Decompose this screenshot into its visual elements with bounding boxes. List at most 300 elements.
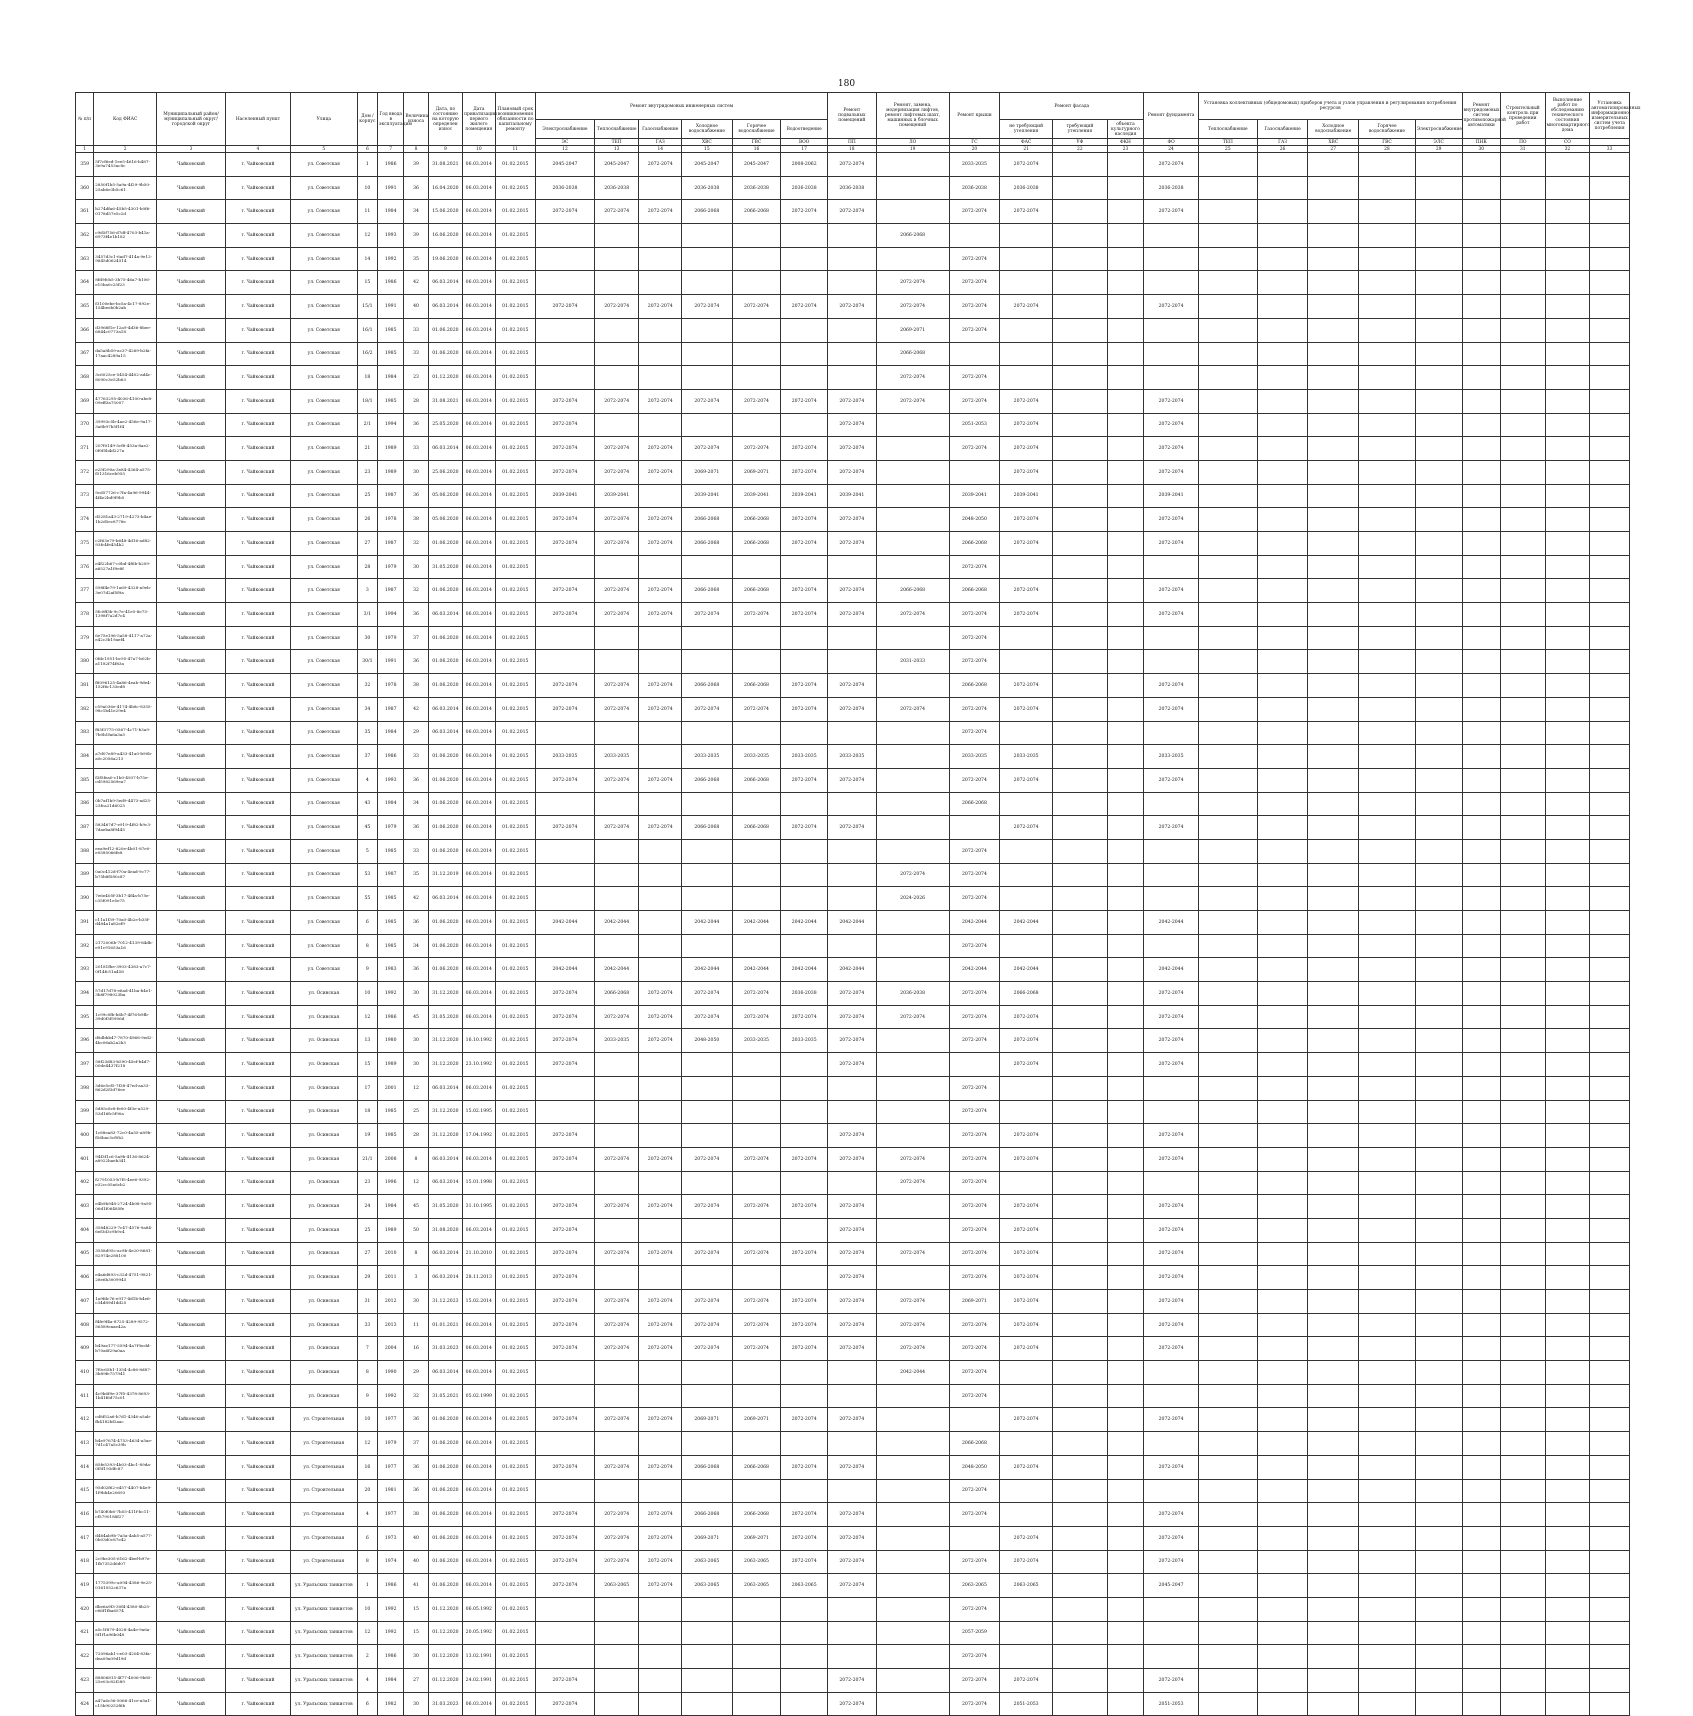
repair-period [1257, 342, 1308, 366]
repair-period [1308, 318, 1359, 342]
year-built: 1979 [378, 816, 404, 840]
repair-period [1107, 1621, 1143, 1645]
repair-period [1052, 1147, 1107, 1171]
repair-period [1308, 271, 1359, 295]
fias-code: c2f63e79-b648-4d16-ad82-93fc4fe454b2 [94, 532, 157, 556]
planned-deadline: 01.02.2015 [495, 1005, 536, 1029]
privatization-date: 06.03.2014 [463, 816, 495, 840]
wear-value: 33 [404, 318, 428, 342]
repair-period [732, 224, 781, 248]
street: ул. Советская [290, 224, 357, 248]
repair-period [781, 1384, 828, 1408]
row-number: 398 [76, 1076, 94, 1100]
repair-period [1462, 1526, 1501, 1550]
district: Чайковский [157, 1455, 226, 1479]
street: ул. Советская [290, 745, 357, 769]
code-cell: ПО [1501, 139, 1546, 146]
locality: г. Чайковский [226, 792, 291, 816]
house-number: 31 [357, 1290, 377, 1314]
repair-period: 2072-2074 [876, 295, 949, 319]
column-number: 15 [682, 146, 733, 153]
repair-period [1590, 1455, 1630, 1479]
column-number: 2 [94, 146, 157, 153]
planned-deadline: 01.02.2015 [495, 1597, 536, 1621]
repair-period: 2072-2074 [1144, 389, 1199, 413]
repair-period [1462, 1171, 1501, 1195]
col-facade-need-header: не требующий утепления [1000, 120, 1053, 139]
locality: г. Чайковский [226, 674, 291, 698]
fias-code: e4a6d893-c32d-4751-9821-28e6b3009945 [94, 1266, 157, 1290]
year-built: 1989 [378, 437, 404, 461]
repair-period: 2072-2074 [876, 1242, 949, 1266]
repair-period [1107, 911, 1143, 935]
repair-period [1359, 247, 1416, 271]
repair-period [1308, 1076, 1359, 1100]
repair-period: 2072-2074 [1000, 1550, 1053, 1574]
privatization-date: 06.03.2014 [463, 295, 495, 319]
repair-period [1501, 816, 1546, 840]
table-row [76, 1621, 1630, 1645]
repair-period: 2072-2074 [949, 1266, 1000, 1290]
repair-period [1462, 1621, 1501, 1645]
fias-code: b274dfa6-45b5-4301-b0f6-0178d57e5c2d [94, 200, 157, 224]
repair-period: 2072-2074 [639, 1455, 682, 1479]
state-date: 31.12.2020 [428, 1100, 462, 1124]
repair-period [1359, 1242, 1416, 1266]
year-built: 1987 [378, 697, 404, 721]
repair-period [594, 650, 639, 674]
state-date: 06.03.2014 [428, 1242, 462, 1266]
repair-period [1144, 887, 1199, 911]
repair-period [1501, 958, 1546, 982]
repair-period: 2036-2038 [1144, 176, 1199, 200]
street: ул. Строительная [290, 1455, 357, 1479]
district: Чайковский [157, 200, 226, 224]
street: ул. Советская [290, 768, 357, 792]
district: Чайковский [157, 366, 226, 390]
repair-period [1462, 295, 1501, 319]
house-number: 6 [357, 911, 377, 935]
repair-period [1257, 1029, 1308, 1053]
repair-period: 2042-2044 [732, 911, 781, 935]
repair-period: 2072-2074 [1144, 674, 1199, 698]
repair-period [1308, 911, 1359, 935]
repair-period: 2072-2074 [536, 1147, 595, 1171]
repair-period [1462, 958, 1501, 982]
street: ул. Осинская [290, 1361, 357, 1385]
repair-period: 2072-2074 [1144, 200, 1199, 224]
repair-period [1415, 579, 1462, 603]
table-row [76, 1550, 1630, 1574]
repair-period [1052, 1432, 1107, 1456]
planned-deadline: 01.02.2015 [495, 532, 536, 556]
repair-period: 2072-2074 [536, 603, 595, 627]
repair-period [1462, 555, 1501, 579]
fias-code: 583467d7-e919-4f82-b9c3-7daeba8f9445 [94, 816, 157, 840]
locality: г. Чайковский [226, 342, 291, 366]
wear-value: 12 [404, 1171, 428, 1195]
repair-period [1501, 1290, 1546, 1314]
street: ул. Осинская [290, 1313, 357, 1337]
repair-period [1462, 508, 1501, 532]
district: Чайковский [157, 626, 226, 650]
district: Чайковский [157, 603, 226, 627]
repair-period [1052, 1550, 1107, 1574]
repair-period: 2072-2074 [1000, 389, 1053, 413]
repair-period: 2072-2074 [682, 1005, 733, 1029]
fias-code: 3c6025ce-5454-4402-ad4c-8090c3e52b63 [94, 366, 157, 390]
repair-period [1198, 555, 1257, 579]
repair-period [1462, 389, 1501, 413]
repair-period: 2072-2074 [594, 1147, 639, 1171]
privatization-date: 06.03.2014 [463, 626, 495, 650]
repair-period [1462, 1147, 1501, 1171]
street: ул. Советская [290, 437, 357, 461]
planned-deadline: 01.02.2015 [495, 295, 536, 319]
district: Чайковский [157, 1029, 226, 1053]
repair-period: 2072-2074 [1000, 153, 1053, 177]
planned-deadline: 01.02.2015 [495, 839, 536, 863]
repair-period [732, 1432, 781, 1456]
repair-period: 2072-2074 [949, 1361, 1000, 1385]
repair-period [682, 1645, 733, 1669]
repair-period [1308, 153, 1359, 177]
district: Чайковский [157, 532, 226, 556]
repair-period [639, 1100, 682, 1124]
repair-period [781, 863, 828, 887]
repair-period [639, 176, 682, 200]
repair-period [594, 839, 639, 863]
repair-period [1545, 768, 1590, 792]
repair-period [639, 224, 682, 248]
repair-period: 2072-2074 [828, 982, 877, 1006]
street: ул. Осинская [290, 1384, 357, 1408]
house-number: 6 [357, 1526, 377, 1550]
repair-period [536, 721, 595, 745]
planned-deadline: 01.02.2015 [495, 484, 536, 508]
repair-period [1000, 1076, 1053, 1100]
repair-period: 2063-2065 [594, 1574, 639, 1598]
repair-period [639, 342, 682, 366]
repair-period: 2072-2074 [828, 1218, 877, 1242]
repair-period [1545, 389, 1590, 413]
locality: г. Чайковский [226, 982, 291, 1006]
repair-period [536, 626, 595, 650]
repair-period: 2072-2074 [828, 1692, 877, 1716]
repair-period [1257, 887, 1308, 911]
repair-period [1590, 816, 1630, 840]
code-cell: ЭЛС [1415, 139, 1462, 146]
repair-period [1501, 1621, 1546, 1645]
table-row [76, 1147, 1630, 1171]
repair-period [594, 934, 639, 958]
row-number: 404 [76, 1218, 94, 1242]
repair-period [1257, 911, 1308, 935]
repair-period: 2066-2068 [682, 1503, 733, 1527]
repair-period [1107, 508, 1143, 532]
repair-period [1257, 366, 1308, 390]
repair-period [828, 792, 877, 816]
repair-period [1198, 650, 1257, 674]
repair-period: 2033-2035 [949, 153, 1000, 177]
repair-period: 2072-2074 [594, 579, 639, 603]
repair-period: 2072-2074 [682, 1195, 733, 1219]
repair-period: 2072-2074 [828, 508, 877, 532]
repair-period [1415, 224, 1462, 248]
repair-period [1308, 650, 1359, 674]
repair-period [1501, 153, 1546, 177]
street: ул. Советская [290, 200, 357, 224]
house-number: 10 [357, 982, 377, 1006]
table-row [76, 839, 1630, 863]
privatization-date: 06.03.2014 [463, 1479, 495, 1503]
repair-period [1501, 484, 1546, 508]
state-date: 31.12.2020 [428, 982, 462, 1006]
internal-systems-group-header: Ремонт внутридомовых инженерных систем [536, 93, 828, 120]
locality: г. Чайковский [226, 1195, 291, 1219]
privatization-date: 06.03.2014 [463, 318, 495, 342]
repair-period [1107, 1266, 1143, 1290]
repair-period: 2072-2074 [732, 1005, 781, 1029]
column-number: 30 [1462, 146, 1501, 153]
repair-period [1415, 1337, 1462, 1361]
repair-period [1107, 1313, 1143, 1337]
district: Чайковский [157, 650, 226, 674]
repair-period [1107, 958, 1143, 982]
repair-period [1462, 1290, 1501, 1314]
repair-period [1257, 1290, 1308, 1314]
repair-period [1107, 579, 1143, 603]
repair-period [1359, 1171, 1416, 1195]
table-row [76, 1100, 1630, 1124]
repair-period: 2072-2074 [781, 200, 828, 224]
table-row [76, 768, 1630, 792]
repair-period: 2072-2074 [876, 366, 949, 390]
repair-period [1107, 176, 1143, 200]
repair-period [1052, 1455, 1107, 1479]
repair-period [1590, 460, 1630, 484]
planned-deadline: 01.02.2015 [495, 1337, 536, 1361]
repair-period [1359, 1384, 1416, 1408]
repair-period [1144, 1597, 1199, 1621]
repair-period [1590, 1550, 1630, 1574]
repair-period [1359, 721, 1416, 745]
street: ул. Осинская [290, 1337, 357, 1361]
table-row [76, 1005, 1630, 1029]
fias-code: 58f23d83-b590-45ef-b4d7-00de4437f218 [94, 1053, 157, 1077]
year-built: 1986 [378, 1574, 404, 1598]
planned-deadline: 01.02.2015 [495, 342, 536, 366]
repair-period [1000, 1361, 1053, 1385]
year-built: 1996 [378, 1171, 404, 1195]
repair-period: 2033-2035 [1000, 745, 1053, 769]
state-date: 31.12.2020 [428, 1029, 462, 1053]
repair-period [1462, 1479, 1501, 1503]
repair-period: 2072-2074 [1144, 1313, 1199, 1337]
state-date: 31.12.2020 [428, 1053, 462, 1077]
planned-deadline: 01.02.2015 [495, 650, 536, 674]
repair-period [1198, 1597, 1257, 1621]
table-row [76, 153, 1630, 177]
repair-period [732, 1479, 781, 1503]
repair-period [1198, 1053, 1257, 1077]
repair-period [1144, 839, 1199, 863]
col-cold-header: Холодное водоснабжение [682, 120, 733, 139]
repair-period [1052, 1645, 1107, 1669]
repair-period [1257, 1479, 1308, 1503]
repair-period [732, 1266, 781, 1290]
code-cell: ФКН [1107, 139, 1143, 146]
repair-period [1359, 697, 1416, 721]
repair-period [1590, 579, 1630, 603]
repair-period: 2072-2074 [828, 603, 877, 627]
wear-value: 8 [404, 1147, 428, 1171]
privatization-date: 06.03.2014 [463, 342, 495, 366]
column-number: 26 [1257, 146, 1308, 153]
repair-period [1052, 1361, 1107, 1385]
repair-period [1107, 721, 1143, 745]
repair-period [639, 650, 682, 674]
locality: г. Чайковский [226, 603, 291, 627]
locality: г. Чайковский [226, 200, 291, 224]
repair-period [1308, 413, 1359, 437]
street: ул. Осинская [290, 1053, 357, 1077]
repair-period: 2072-2074 [536, 532, 595, 556]
repair-period: 2072-2074 [682, 1337, 733, 1361]
repair-period: 2072-2074 [828, 1029, 877, 1053]
repair-period [1257, 745, 1308, 769]
repair-period: 2072-2074 [639, 153, 682, 177]
year-built: 1984 [378, 366, 404, 390]
year-built: 1980 [378, 1029, 404, 1053]
planned-deadline: 01.02.2015 [495, 1384, 536, 1408]
locality: г. Чайковский [226, 1337, 291, 1361]
privatization-date: 05.02.1999 [463, 1384, 495, 1408]
repair-period [1052, 887, 1107, 911]
repair-period [1545, 1171, 1590, 1195]
repair-period [1107, 1479, 1143, 1503]
wear-value: 38 [404, 674, 428, 698]
repair-period [1257, 1147, 1308, 1171]
locality: г. Чайковский [226, 532, 291, 556]
repair-period [1545, 484, 1590, 508]
state-date: 31.12.2019 [428, 863, 462, 887]
repair-period [1144, 224, 1199, 248]
repair-period [1052, 437, 1107, 461]
year-built: 1992 [378, 1621, 404, 1645]
repair-period [1501, 1337, 1546, 1361]
table-row [76, 816, 1630, 840]
wear-value: 33 [404, 745, 428, 769]
repair-period [536, 1479, 595, 1503]
wear-value: 15 [404, 1621, 428, 1645]
house-number: 8 [357, 1361, 377, 1385]
district: Чайковский [157, 1100, 226, 1124]
repair-period [1415, 437, 1462, 461]
house-number: 23 [357, 1171, 377, 1195]
district: Чайковский [157, 958, 226, 982]
row-number: 422 [76, 1645, 94, 1669]
district: Чайковский [157, 1266, 226, 1290]
repair-period: 2063-2065 [732, 1574, 781, 1598]
repair-period [876, 839, 949, 863]
repair-period: 2072-2074 [876, 1147, 949, 1171]
repair-period [1198, 460, 1257, 484]
repair-period [1198, 247, 1257, 271]
col-m-gas-header: Газоснабжение [1257, 120, 1308, 139]
repair-period [1359, 1053, 1416, 1077]
table-row [76, 437, 1630, 461]
repair-period [1415, 958, 1462, 982]
state-date: 06.03.2014 [428, 603, 462, 627]
privatization-date: 06.03.2014 [463, 176, 495, 200]
wear-value: 30 [404, 982, 428, 1006]
repair-period: 2072-2074 [1000, 1195, 1053, 1219]
privatization-date: 06.03.2014 [463, 1313, 495, 1337]
locality: г. Чайковский [226, 1597, 291, 1621]
repair-period [1000, 271, 1053, 295]
state-date: 06.03.2014 [428, 271, 462, 295]
locality: г. Чайковский [226, 1076, 291, 1100]
fias-code: 1a9fdc76-e917-4d1b-b4e6-c34d89d1dd25 [94, 1290, 157, 1314]
repair-period [1257, 1005, 1308, 1029]
repair-period: 2042-2044 [1000, 958, 1053, 982]
repair-period: 2066-2068 [949, 674, 1000, 698]
repair-period [536, 1384, 595, 1408]
repair-period [1590, 792, 1630, 816]
repair-period [1415, 982, 1462, 1006]
repair-period [1462, 1503, 1501, 1527]
house-number: 27 [357, 1242, 377, 1266]
repair-period [1415, 1290, 1462, 1314]
fias-code: 1c99c0fb-b6b7-4f76-b9fb-39d0f3f5906d [94, 1005, 157, 1029]
street: ул. Советская [290, 792, 357, 816]
repair-period [1198, 1621, 1257, 1645]
house-number: 53 [357, 863, 377, 887]
privatization-date: 06.03.2014 [463, 1337, 495, 1361]
repair-period [1462, 1669, 1501, 1693]
repair-period [1359, 603, 1416, 627]
table-row [76, 460, 1630, 484]
state-date: 01.06.2020 [428, 532, 462, 556]
repair-period [639, 1124, 682, 1148]
repair-period: 2036-2038 [781, 982, 828, 1006]
repair-period [1000, 1503, 1053, 1527]
locality: г. Чайковский [226, 271, 291, 295]
state-date: 01.06.2020 [428, 816, 462, 840]
row-number: 410 [76, 1361, 94, 1385]
state-date: 01.06.2020 [428, 768, 462, 792]
repair-period [1590, 626, 1630, 650]
district: Чайковский [157, 1384, 226, 1408]
wear-value: 36 [404, 816, 428, 840]
repair-period [1308, 839, 1359, 863]
row-number: 411 [76, 1384, 94, 1408]
repair-period [732, 839, 781, 863]
repair-period [876, 413, 949, 437]
repair-period [1590, 745, 1630, 769]
repair-period [1545, 887, 1590, 911]
year-built: 1990 [378, 1361, 404, 1385]
fias-code: b49ae177-5594-4a7f-bcdd-b70a6f29a0aa [94, 1337, 157, 1361]
repair-period: 2072-2074 [536, 437, 595, 461]
repair-period [1501, 1100, 1546, 1124]
col-date-state-header: Дата, по состоянию на которую определен износ [428, 93, 462, 146]
repair-period [1545, 1526, 1590, 1550]
repair-period [876, 247, 949, 271]
wear-value: 29 [404, 1361, 428, 1385]
repair-period [1107, 674, 1143, 698]
